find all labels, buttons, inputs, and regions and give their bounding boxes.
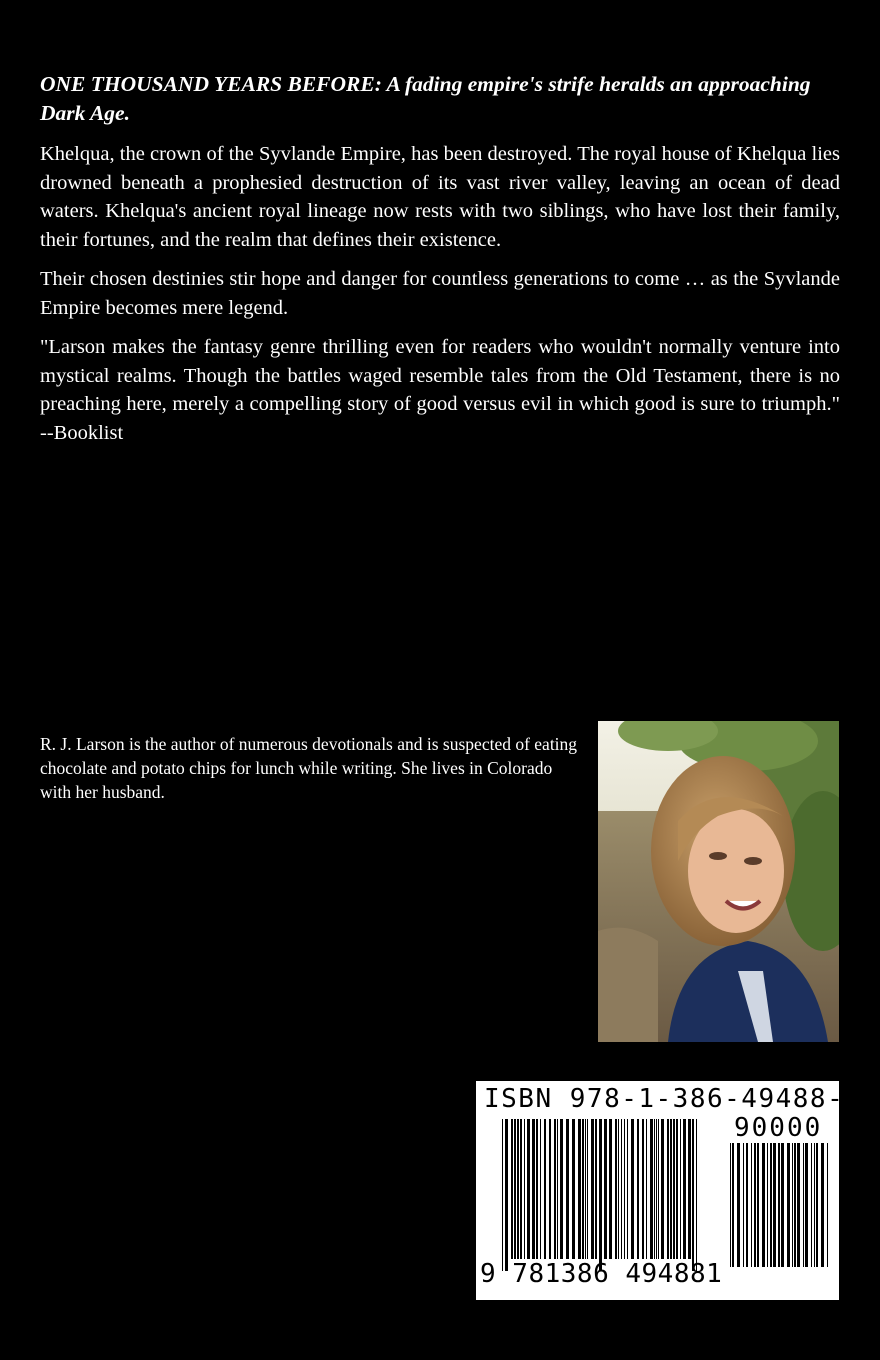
barcode-bar [732,1143,734,1267]
barcode-bar [676,1119,678,1259]
barcode-bar [637,1119,639,1259]
barcode-bar [667,1119,669,1259]
barcode-bar [609,1119,612,1259]
barcode-bar [557,1119,558,1259]
headline: ONE THOUSAND YEARS BEFORE: A fading empire's strife heralds an approaching Dark Age. [40,72,811,125]
author-bio: R. J. Larson is the author of numerous devotionals and is suspected of eating chocolate and potato chips for lunch while writing. She lives in Colorado with her husband. [40,734,578,802]
barcode-bar [604,1119,607,1259]
barcode-bar [536,1119,538,1259]
barcode-bar [549,1119,551,1259]
barcode-bar [751,1143,752,1267]
barcode-bar [797,1143,800,1267]
barcode-bar [816,1143,818,1267]
barcode-bar [683,1119,686,1259]
barcode-bar [778,1143,780,1267]
isbn-label: ISBN 978-1-386-49488-1 [484,1084,862,1114]
barcode-bar [587,1119,588,1259]
barcode-bar [618,1119,619,1259]
barcode-bar [621,1119,622,1259]
barcode-bar [821,1143,824,1267]
barcode-bar [762,1143,765,1267]
barcode-bar [730,1143,731,1267]
author-photo [598,721,839,1042]
barcode-bar [803,1143,804,1267]
barcode-bar [585,1119,586,1259]
barcode-bar [650,1119,653,1259]
barcode-bar [524,1119,525,1259]
barcode-bar [737,1143,740,1267]
barcode-bar [757,1143,759,1267]
blurb [40,70,840,458]
barcode-bar [527,1119,530,1259]
barcode-bar [514,1119,516,1259]
barcode-bar [792,1143,793,1267]
barcode-bar [773,1143,776,1267]
barcode-bar [781,1143,784,1267]
barcode-bar [517,1119,519,1259]
barcode-bar [794,1143,796,1267]
barcode-bar [688,1119,691,1259]
addon-digits: 90000 [734,1113,823,1143]
barcode-bar [582,1119,584,1259]
barcode-bar [805,1143,808,1267]
barcode-bar [532,1119,535,1259]
barcode-bar [631,1119,634,1259]
barcode-bar [511,1119,513,1259]
barcode-bar [661,1119,664,1259]
barcode-bar [646,1119,647,1259]
barcode-bar [654,1119,655,1259]
barcode-bar [572,1119,575,1259]
barcode-bar [615,1119,617,1259]
synopsis-paragraph: Their chosen destinies stir hope and danger for countless generations to come … as the Syvlande Empire becomes mere legend. [40,268,840,319]
barcode-bar [787,1143,790,1267]
barcode-bar [595,1119,597,1259]
barcode-bar [680,1119,681,1259]
barcode-bar [624,1119,625,1259]
barcode-bar [544,1119,546,1259]
barcode-bar [656,1119,657,1259]
barcode-bar [670,1119,672,1259]
barcode-bar [591,1119,594,1259]
barcode-bar [554,1119,556,1259]
barcode-bar [627,1119,628,1259]
barcode-bar [746,1143,748,1267]
barcode-bar [540,1119,541,1259]
barcode-bar [502,1119,503,1271]
barcode-bar [673,1119,675,1259]
barcode-bar [827,1143,828,1267]
barcode-bar [560,1119,563,1259]
isbn-barcode [476,1081,862,1300]
review-quote: "Larson makes the fantasy genre thrilling even for readers who wouldn't normally venture into mystical realms. Though the battles waged resemble tales from the Old Testament, there is no preaching here, merely a compelling story of good versus evil in which good is sure to triumph." --Booklist [40,336,840,444]
synopsis-paragraph: Khelqua, the crown of the Syvlande Empire, has been destroyed. The royal house of Khelqua lies drowned beneath a prophesied destruction of its vast river valley, leaving an ocean of dead waters. Khelqua's ancient royal lineage now rests with two siblings, who have lost their family, their fortunes, and the realm that defines their existence. [40,143,840,251]
barcode-bar [658,1119,659,1259]
barcode-bar [520,1119,522,1259]
barcode-bar [696,1119,697,1271]
barcode-bar [566,1119,569,1259]
barcode-bar [770,1143,772,1267]
barcode-bar [505,1119,508,1271]
ean-digits: 9 781386 494881 [480,1259,723,1289]
barcode-bar [743,1143,744,1267]
barcode-bar [814,1143,815,1267]
barcode-bar [754,1143,756,1267]
barcode-bar [599,1119,602,1271]
barcode-bar [692,1119,694,1271]
barcode-bar [642,1119,644,1259]
barcode-bar [811,1143,812,1267]
barcode-bar [767,1143,768,1267]
barcode-bar [578,1119,581,1259]
